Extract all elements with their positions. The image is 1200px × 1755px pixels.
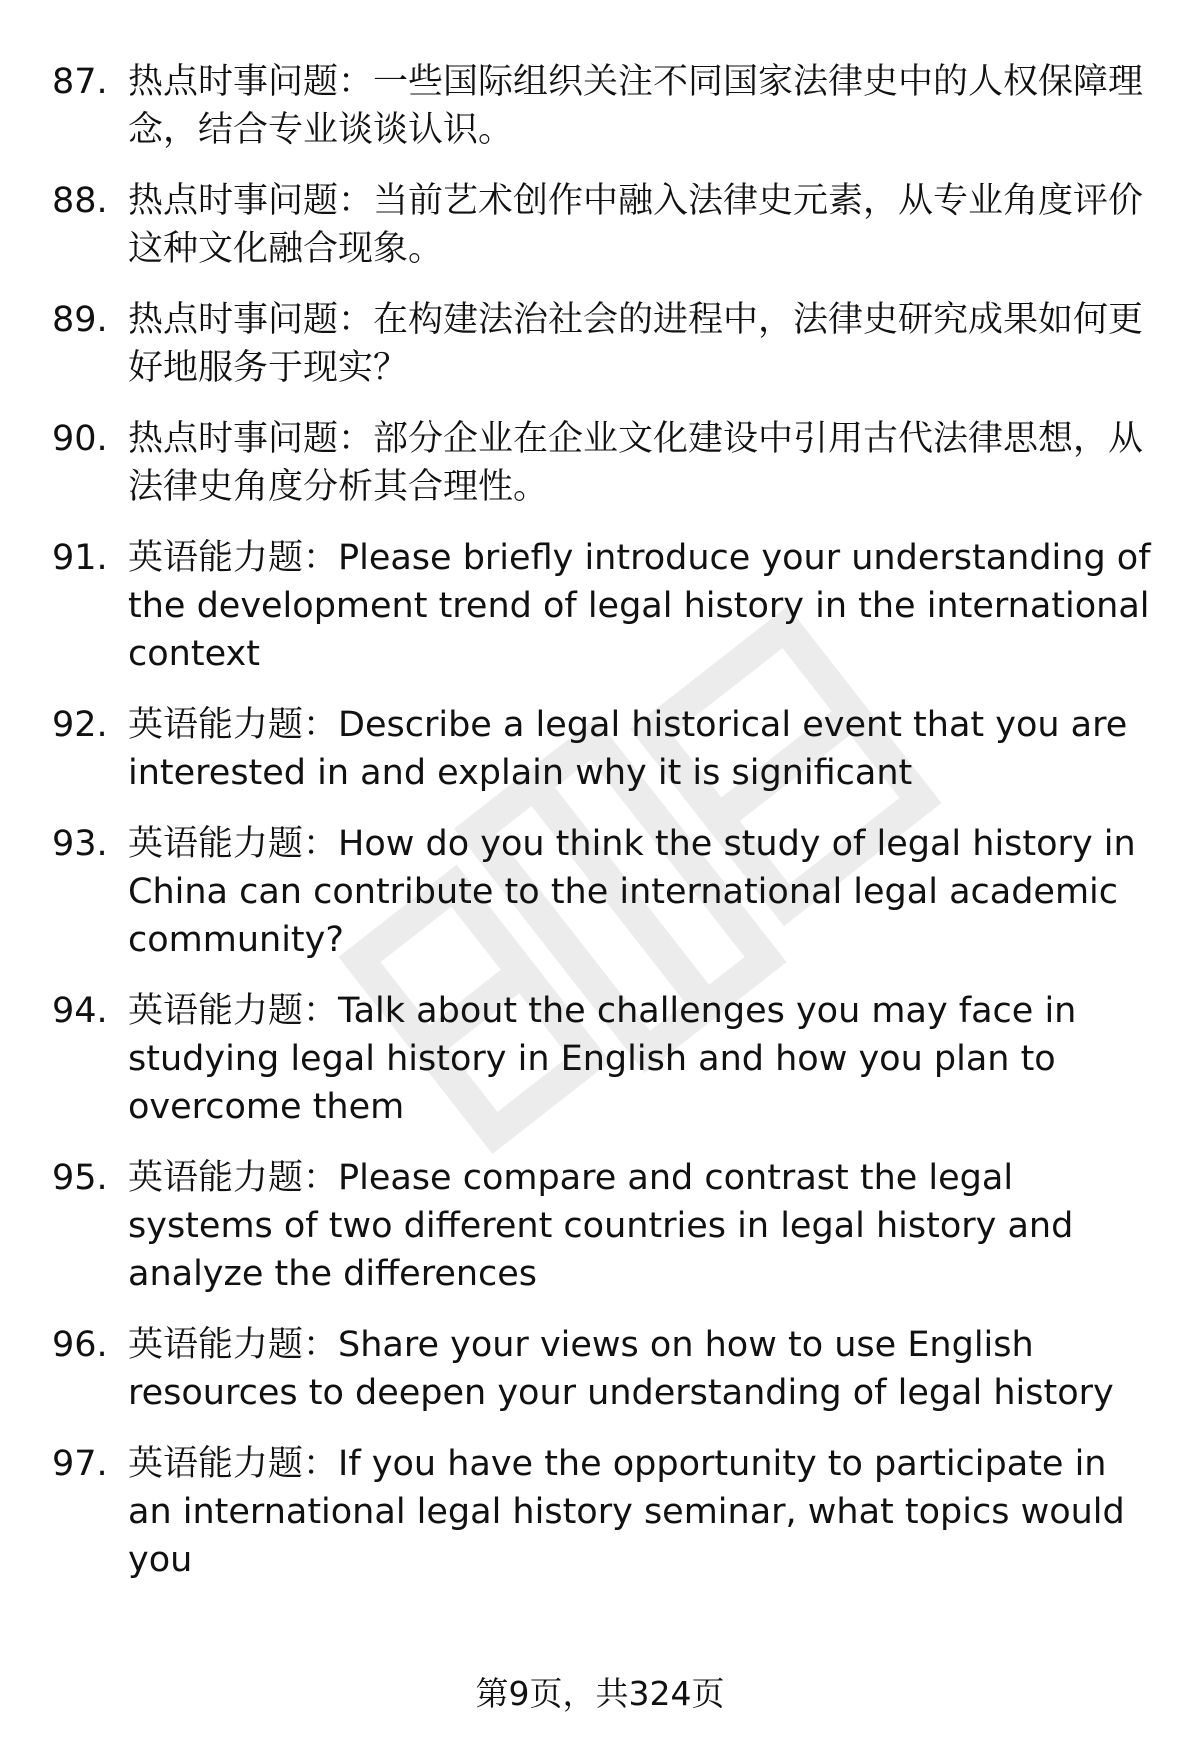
question-number: 90. xyxy=(52,419,108,459)
question-number: 91. xyxy=(52,538,108,578)
question-text: 英语能力题：Share your views on how to use English resources to deepen your understanding of legal history xyxy=(128,1325,1114,1413)
question-number: 97. xyxy=(52,1444,108,1484)
question-text: 英语能力题：Talk about the challenges you may face in studying legal history in English and how you plan to overcome them xyxy=(128,991,1077,1127)
question-number: 95. xyxy=(52,1158,108,1198)
question-item xyxy=(0,1321,1200,1417)
question-text: 英语能力题：How do you think the study of legal history in China can contribute to the international legal academic community? xyxy=(128,824,1136,960)
question-number: 92. xyxy=(52,705,108,745)
question-item xyxy=(0,1154,1200,1298)
question-item xyxy=(0,58,1200,154)
question-item xyxy=(0,296,1200,392)
question-number: 96. xyxy=(52,1325,108,1365)
question-item xyxy=(0,701,1200,797)
question-item xyxy=(0,1440,1200,1584)
question-item xyxy=(0,820,1200,964)
question-item xyxy=(0,415,1200,511)
question-text: 热点时事问题：一些国际组织关注不同国家法律史中的人权保障理念，结合专业谈谈认识。 xyxy=(128,62,1144,150)
question-text: 热点时事问题：在构建法治社会的进程中，法律史研究成果如何更好地服务于现实？ xyxy=(128,300,1144,388)
question-number: 89. xyxy=(52,300,108,340)
question-item xyxy=(0,534,1200,678)
question-text: 英语能力题：Please briefly introduce your understanding of the development trend of legal history in the international context xyxy=(128,538,1151,674)
question-number: 94. xyxy=(52,991,108,1031)
question-list xyxy=(0,58,1200,1607)
question-number: 88. xyxy=(52,181,108,221)
question-text: 热点时事问题：部分企业在企业文化建设中引用古代法律思想，从法律史角度分析其合理性。 xyxy=(128,419,1144,507)
question-text: 热点时事问题：当前艺术创作中融入法律史元素，从专业角度评价这种文化融合现象。 xyxy=(128,181,1144,269)
question-item xyxy=(0,177,1200,273)
question-number: 87. xyxy=(52,62,108,102)
question-text: 英语能力题：If you have the opportunity to participate in an international legal history seminar, what topics would you xyxy=(128,1444,1125,1580)
question-number: 93. xyxy=(52,824,108,864)
question-item xyxy=(0,987,1200,1131)
page-footer: 第9页，共324页 xyxy=(475,1674,725,1713)
question-text: 英语能力题：Describe a legal historical event that you are interested in and explain why it is significant xyxy=(128,705,1128,793)
question-text: 英语能力题：Please compare and contrast the legal systems of two different countries in legal history and analyze the differences xyxy=(128,1158,1074,1294)
